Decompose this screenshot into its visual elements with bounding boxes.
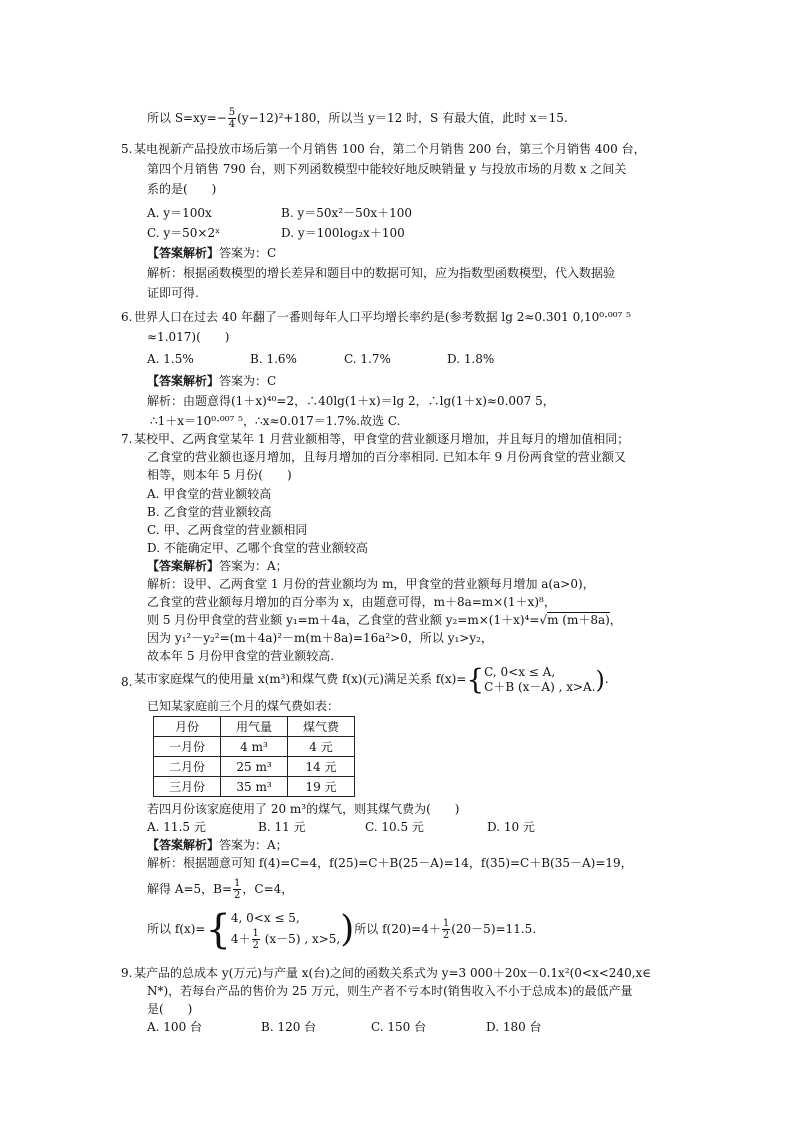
explanation: 解析：由题意得(1＋x)⁴⁰=2，∴40lg(1＋x)＝lg 2，∴lg(1＋x)≈0.007 5， (147, 394, 555, 408)
question-stem: 系的是( ) (147, 182, 217, 196)
text: 所以 f(20)=4＋ (354, 922, 441, 936)
text: (y−12)²+180，所以当 y＝12 时，S 有最大值，此时 x＝15. (237, 111, 568, 125)
frac-num: 1 (234, 878, 241, 889)
table-cell: 4 元 (288, 737, 355, 757)
option-b: B. 1.6% (250, 352, 297, 366)
answer-tag: 【答案解析】 (147, 838, 220, 852)
question-stem: ≈1.017)( ) (147, 330, 230, 344)
question-number: 8. (121, 675, 133, 689)
option-d: D. 1.8% (447, 352, 495, 366)
answer-line (147, 372, 276, 390)
explanation: 解析：根据函数模型的增长差异和题目中的数据可知，应为指数型函数模型，代入数据验 (147, 266, 616, 280)
table-header: 月份 (154, 717, 221, 737)
text: 则 5 月份甲食堂的营业额 y₁=m＋4a，乙食堂的营业额 y₂=m×(1＋x)⁴=√ (147, 613, 548, 627)
question-number: 6. (121, 310, 133, 324)
fraction (252, 928, 260, 951)
table-row (154, 737, 355, 757)
table-cell: 二月份 (154, 757, 221, 777)
fraction (233, 878, 241, 901)
option-d: D. 不能确定甲、乙哪个食堂的营业额较高 (147, 541, 368, 555)
table-cell: 一月份 (154, 737, 221, 757)
option-c: C. 1.7% (344, 352, 391, 366)
option-a: A. 1.5% (147, 352, 194, 366)
fraction (442, 918, 450, 941)
explanation (147, 904, 536, 954)
answer-tag: 【答案解析】 (147, 559, 220, 573)
explanation (147, 876, 293, 902)
option-a: A. 100 台 (147, 1020, 203, 1034)
option-c: C. y＝50×2ˣ (147, 226, 221, 240)
option-b: B. 120 台 (261, 1020, 317, 1034)
question-stem: 乙食堂的营业额也逐月增加，且每月增加的百分率相同. 已知本年 9 月份两食堂的营业额又 (147, 450, 626, 464)
option-b: B. 乙食堂的营业额较高 (147, 505, 272, 519)
table-cell: 19 元 (288, 777, 355, 797)
sqrt-radicand: m (m＋8a) (547, 613, 610, 627)
text: 解得 A=5，B= (147, 882, 233, 896)
option-a: A. 11.5 元 (147, 820, 206, 834)
right-paren: ) (595, 665, 605, 694)
case-line: 4, 0<x ≤ 5, (230, 911, 300, 925)
answer-line (147, 836, 288, 854)
explanation: 因为 y₁²－y₂²=(m＋4a)²－m(m＋8a)=16a²>0，所以 y₁>y₂， (147, 631, 493, 645)
text: 所以 S=xy=− (147, 111, 227, 125)
answer-text: 答案为：A； (219, 559, 288, 573)
case-line: C, 0<x ≤ A, (484, 664, 556, 679)
answer-text: 答案为：C (219, 374, 277, 388)
piecewise-cases (484, 665, 595, 695)
case-line: C＋B (x－A) , x>A. (484, 679, 596, 694)
answer-tag: 【答案解析】 (147, 374, 220, 388)
frac-den: 2 (252, 940, 259, 951)
table-cell: 25 m³ (221, 757, 288, 777)
table-header: 用气量 (221, 717, 288, 737)
text: ， (609, 613, 622, 627)
question-stem: 相等，则本年 5 月份( ) (147, 468, 292, 482)
table-cell: 三月份 (154, 777, 221, 797)
explanation (147, 611, 622, 629)
table-cell: 4 m³ (221, 737, 288, 757)
option-d: D. 180 台 (486, 1020, 542, 1034)
question-number: 9. (121, 966, 133, 980)
option-a: A. 甲食堂的营业额较高 (147, 487, 272, 501)
fraction (228, 107, 236, 130)
question-stem: 世界人口在过去 40 年翻了一番则每年人口平均增长率约是(参考数据 lg 2≈0.301 0,10⁰·⁰⁰⁷ ⁵ (134, 310, 631, 324)
question-stem: 某产品的总成本 y(万元)与产量 x(台)之间的函数关系式为 y=3 000＋20x－0.1x²(0<x<240,x∈ (134, 966, 652, 980)
text: (20－5)=11.5. (451, 922, 537, 936)
piecewise-cases (231, 908, 340, 951)
case-line (231, 928, 340, 951)
table-header: 煤气费 (288, 717, 355, 737)
frac-den: 2 (234, 890, 241, 901)
question-number: 5. (121, 142, 133, 156)
question-number: 7. (121, 432, 133, 446)
option-b: B. 11 元 (258, 820, 306, 834)
option-c: C. 150 台 (371, 1020, 427, 1034)
question-stem: 已知某家庭前三个月的煤气费如表： (147, 699, 340, 713)
left-brace: { (466, 662, 485, 696)
question-stem: 第四个月销售 790 台，则下列函数模型中能较好地反映销量 y 与投放市场的月数 x 之间关 (147, 162, 627, 176)
explanation: 解析：根据题意可知 f(4)=C=4，f(25)=C＋B(25－A)=14，f(35)=C＋B(35－A)=19， (147, 856, 633, 870)
text: . (604, 672, 609, 686)
answer-line (147, 244, 276, 262)
option-c: C. 10.5 元 (365, 820, 424, 834)
frac-num: 1 (442, 918, 450, 929)
question-stem: 是( ) (147, 1002, 193, 1016)
question-stem: 某电视新产品投放市场后第一个月销售 100 台，第二个月销售 200 台，第三个月销售 400 台， (134, 142, 646, 156)
frac-num: 1 (252, 928, 259, 939)
question-stem (134, 664, 609, 695)
text: 某市家庭煤气的使用量 x(m³)和煤气费 f(x)(元)满足关系 f(x)= (134, 672, 467, 686)
answer-text: 答案为：A； (219, 838, 288, 852)
explanation: 故本年 5 月份甲食堂的营业额较高. (147, 649, 335, 663)
table-row (154, 777, 355, 797)
frac-den: 2 (442, 930, 450, 941)
explanation: 乙食堂的营业额每月增加的百分率为 x，由题意可得，m＋8a=m×(1＋x)⁸， (147, 595, 556, 609)
option-c: C. 甲、乙两食堂的营业额相同 (147, 523, 308, 537)
option-d: D. y＝100log₂x＋100 (281, 226, 405, 240)
explanation: 解析：设甲、乙两食堂 1 月份的营业额均为 m，甲食堂的营业额每月增加 a(a>0)， (147, 577, 595, 591)
right-paren: ) (340, 908, 355, 950)
text: (x－5) , x>5, (260, 932, 341, 946)
table-cell: 35 m³ (221, 777, 288, 797)
left-brace: { (205, 906, 231, 953)
option-b: B. y＝50x²－50x＋100 (281, 206, 413, 220)
table-row (154, 757, 355, 777)
answer-tag: 【答案解析】 (147, 246, 220, 260)
option-a: A. y＝100x (147, 206, 212, 220)
frac-den: 4 (228, 119, 236, 130)
gas-fee-table (153, 716, 355, 797)
answer-line (147, 557, 288, 575)
text: 所以 f(x)= (147, 922, 206, 936)
option-d: D. 10 元 (487, 820, 535, 834)
text: 4＋ (230, 932, 251, 946)
frac-num: 5 (228, 107, 236, 118)
table-header-row (154, 717, 355, 737)
table-cell: 14 元 (288, 757, 355, 777)
explanation: ∴1＋x＝10⁰·⁰⁰⁷ ⁵，∴x≈0.017＝1.7%.故选 C. (150, 414, 401, 428)
answer-text: 答案为：C (219, 246, 277, 260)
question-stem: 若四月份该家庭使用了 20 m³的煤气，则其煤气费为( ) (147, 802, 460, 816)
prev-solution-line (147, 107, 568, 130)
text: ，C=4， (242, 882, 294, 896)
explanation: 证即可得. (147, 286, 199, 300)
question-stem: 某校甲、乙两食堂某年 1 月营业额相等，甲食堂的营业额逐月增加，并且每月的增加值相同； (134, 432, 630, 446)
question-stem: N*)，若每台产品的售价为 25 万元，则生产者不亏本时(销售收入不小于总成本)的最低产量 (147, 984, 633, 998)
